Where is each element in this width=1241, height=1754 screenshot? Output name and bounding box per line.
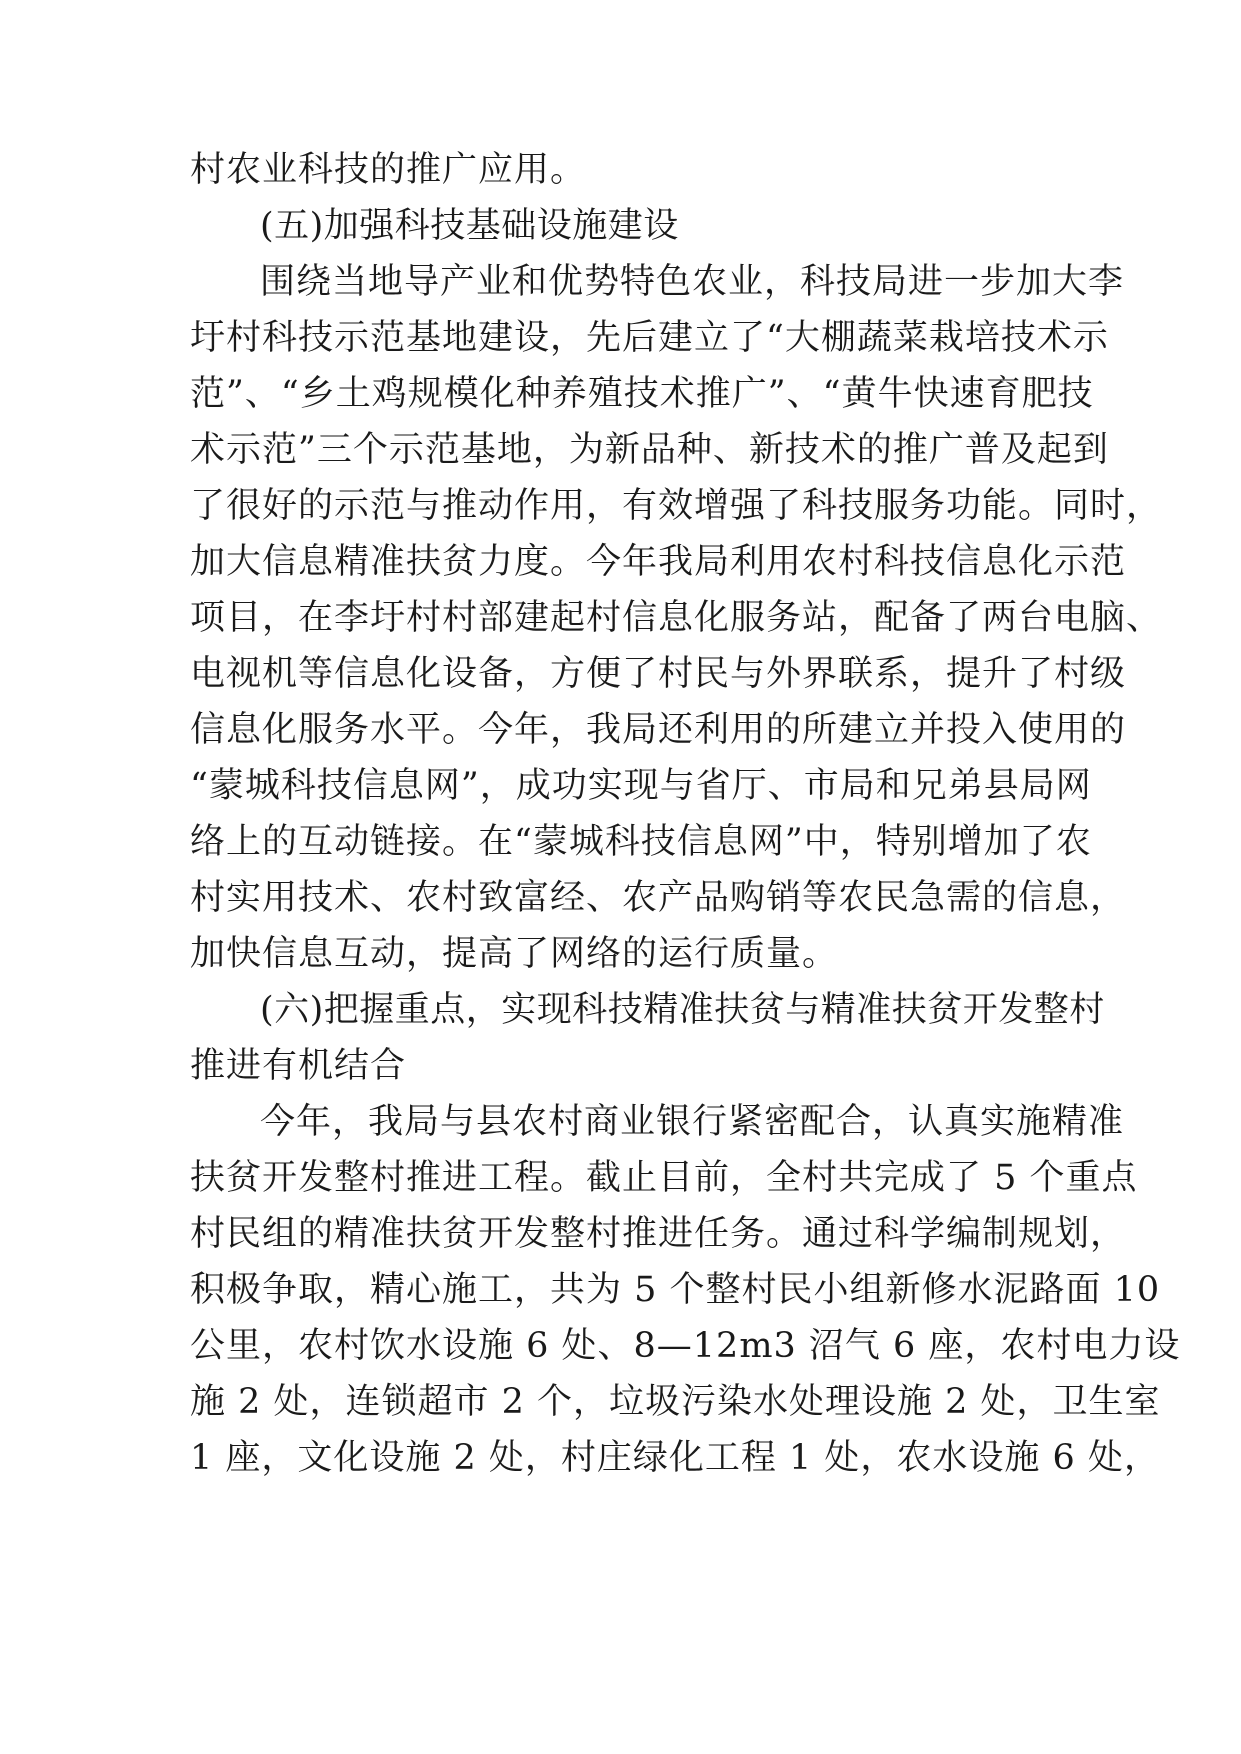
text-line: 项目，在李圩村村部建起村信息化服务站，配备了两台电脑、 xyxy=(190,598,1163,638)
text-line: 1 座，文化设施 2 处，村庄绿化工程 1 处，农水设施 6 处， xyxy=(190,1438,1160,1478)
paragraph-first-line: 今年，我局与县农村商业银行紧密配合，认真实施精准 xyxy=(260,1102,1125,1142)
section-heading: (六)把握重点，实现科技精准扶贫与精准扶贫开发整村 xyxy=(260,990,1105,1030)
text-line: 术示范”三个示范基地，为新品种、新技术的推广普及起到 xyxy=(190,430,1109,470)
text-line: 积极争取，精心施工，共为 5 个整村民小组新修水泥路面 10 xyxy=(190,1270,1161,1310)
text-line: 了很好的示范与推动作用，有效增强了科技服务功能。同时， xyxy=(190,486,1163,526)
text-line: 加快信息互动，提高了网络的运行质量。 xyxy=(190,934,839,974)
text-line: 络上的互动链接。在“蒙城科技信息网”中，特别增加了农 xyxy=(190,822,1092,862)
text-line: 施 2 处，连锁超市 2 个，垃圾污染水处理设施 2 处，卫生室 xyxy=(190,1382,1161,1422)
text-line: 公里，农村饮水设施 6 处、8—12m3 沼气 6 座，农村电力设 xyxy=(190,1326,1181,1366)
text-line: 村民组的精准扶贫开发整村推进任务。通过科学编制规划， xyxy=(190,1214,1127,1254)
section-heading-continued: 推进有机结合 xyxy=(190,1046,407,1086)
paragraph-first-line: 围绕当地导产业和优势特色农业，科技局进一步加大李 xyxy=(260,262,1125,302)
section-heading: (五)加强科技基础设施建设 xyxy=(260,206,679,246)
text-line: 村农业科技的推广应用。 xyxy=(190,150,587,190)
text-line: 电视机等信息化设备，方便了村民与外界联系，提升了村级 xyxy=(190,654,1127,694)
text-line: 扶贫开发整村推进工程。截止目前，全村共完成了 5 个重点 xyxy=(190,1158,1138,1198)
text-line: 范”、“乡土鸡规模化种养殖技术推广”、“黄牛快速育肥技 xyxy=(190,374,1094,414)
text-line: 加大信息精准扶贫力度。今年我局利用农村科技信息化示范 xyxy=(190,542,1127,582)
text-line: 村实用技术、农村致富经、农产品购销等农民急需的信息， xyxy=(190,878,1127,918)
text-line: 信息化服务水平。今年，我局还利用的所建立并投入使用的 xyxy=(190,710,1127,750)
text-line: 圩村科技示范基地建设，先后建立了“大棚蔬菜栽培技术示 xyxy=(190,318,1109,358)
text-line: “蒙城科技信息网”，成功实现与省厅、市局和兄弟县局网 xyxy=(190,766,1092,806)
